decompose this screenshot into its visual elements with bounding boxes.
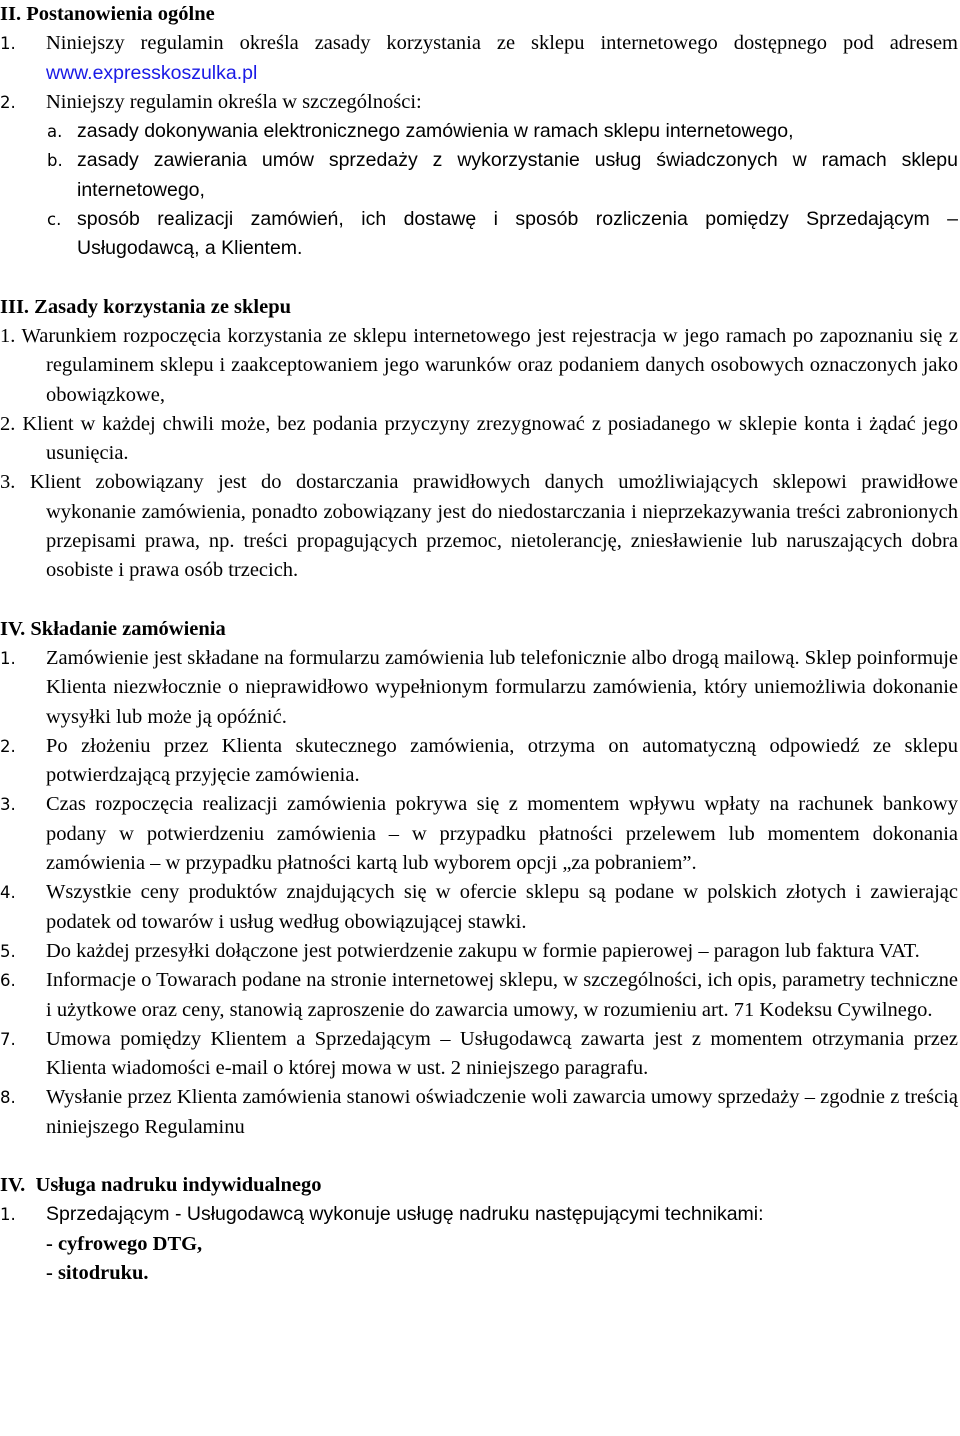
item-number: 8. [0,1088,16,1108]
list-item [0,468,958,585]
spacer [0,1142,958,1171]
item-number: 3. [0,471,16,494]
item-text: Do każdej przesyłki dołączone jest potwierdzenie zakupu w formie papierowej – paragon lub faktura VAT. [46,939,920,962]
item-text: zasady dokonywania elektronicznego zamówienia w ramach sklepu internetowego, [77,120,794,143]
shop-url-link[interactable]: www.expresskoszulka.pl [46,61,258,84]
section-3-heading: III. Zasady korzystania ze sklepu [0,295,292,318]
item-text: Sprzedającym - Usługodawcą wykonuje usługę nadruku następującymi technikami: [46,1203,764,1226]
item-number: 2. [0,412,16,435]
technique-screen-print: - sitodruku. [46,1261,149,1284]
item-letter: a. [47,122,63,142]
item-text: Klient zobowiązany jest do dostarczania prawidłowych danych umożliwiających sklepowi prawidłowe wykonanie zamówienia, ponadto zobowiązany jest do niedostarczania i nieprzekazywania treści zabronionych przepisami prawa, np. treści propagujących przemoc, nietolerancję, zniesławienie lub naruszających dobra osobiste i prawa osób trzecich. [29,471,958,582]
item-number: 2. [0,736,16,756]
spacer [0,264,958,293]
list-item [0,322,958,410]
item-text: Umowa pomiędzy Klientem a Sprzedającym – Usługodawcą zawarta jest z momentem otrzymania przez Klienta wiadomości e-mail o której mowa w ust. 2 niniejszego paragrafu. [46,1027,958,1080]
list-item [0,1083,958,1142]
item-text: Wysłanie przez Klienta zamówienia stanowi oświadczenie woli zawarcia umowy sprzedaży – zgodnie z treścią niniejszego Regulaminu [46,1086,958,1138]
list-item [0,644,958,732]
item-text: Zamówienie jest składane na formularzu zamówienia lub telefonicznie albo drogą mailową. Sklep poinformuje Klienta niezwłocznie o nieprawidłowo wypełnionym formularzu zamówienia, który uniemożliwia dokonanie wysyłki lub może ją opóźnić. [46,646,958,728]
item-text: Niniejszy regulamin określa zasady korzystania ze sklepu internetowego dostępnego pod adresem [46,32,958,55]
item-number: 7. [0,1029,16,1049]
list-item [0,937,958,966]
item-number: 3. [0,795,16,815]
technique-dtg: - cyfrowego DTG, [46,1232,203,1255]
item-text: Czas rozpoczęcia realizacji zamówienia pokrywa się z momentem wpływu wpłaty na rachunek bankowy podany w potwierdzeniu zamówienia – w przypadku płatności przelewem lub momentem dokonania zamówienia – w przypadku płatności kartą lub wyborem opcji „za pobraniem”. [46,793,958,875]
spacer [0,586,958,615]
section-2-heading: II. Postanowienia ogólne [0,3,215,25]
item-text: Informacje o Towarach podane na stronie internetowej sklepu, w szczególności, ich opis, parametry techniczne i użytkowe oraz ceny, stanowią zaproszenie do zawarcia umowy, w rozumieniu art. 71 Kodeksu Cywilnego. [46,969,958,1021]
item-number: 2. [0,92,16,112]
list-item [0,1025,958,1084]
section-5-heading: IV. Usługa nadruku indywidualnego [0,1173,322,1196]
item-letter: c. [47,210,62,230]
list-item [0,1200,958,1229]
item-number: 4. [0,883,16,903]
list-item [0,29,958,88]
list-item [0,410,958,469]
list-item [0,966,958,1025]
item-text: Niniejszy regulamin określa w szczególności: [46,90,422,113]
item-number: 1. [0,648,16,668]
sub-item-a [0,117,958,146]
list-item [0,790,958,878]
item-number: 5. [0,941,16,961]
list-item [0,732,958,791]
item-text: sposób realizacji zamówień, ich dostawę i sposób rozliczenia pomiędzy Sprzedającym – Usługodawcą, a Klientem. [77,208,958,260]
item-letter: b. [47,151,63,171]
item-text: zasady zawierania umów sprzedaży z wykorzystanie usług świadczonych w ramach sklepu internetowego, [77,149,958,201]
sub-item-c [0,205,958,264]
item-text: Wszystkie ceny produktów znajdujących się w ofercie sklepu są podane w polskich złotych i zawierając podatek od towarów i usług według obowiązującej stawki. [46,881,958,933]
item-text: Warunkiem rozpoczęcia korzystania ze sklepu internetowego jest rejestracja w jego ramach po zapoznaniu się z regulaminem sklepu i zaakceptowaniem jego warunków oraz podaniem danych osobowych oznaczonych jako obowiązkowe, [21,324,958,406]
sub-item-b [0,146,958,205]
item-number: 1. [0,1205,16,1225]
item-text: Po złożeniu przez Klienta skutecznego zamówienia, otrzyma on automatyczną odpowiedź ze sklepu potwierdzającą przyjęcie zamówienia. [46,734,958,787]
list-item [0,88,958,117]
list-item [0,878,958,937]
section-4-heading: IV. Składanie zamówienia [0,617,226,640]
item-text: Klient w każdej chwili może, bez podania przyczyny zrezygnować z posiadanego w sklepie konta i żądać jego usunięcia. [22,412,958,465]
item-number: 1. [0,34,16,54]
item-number: 1. [0,324,16,347]
item-number: 6. [0,971,16,991]
